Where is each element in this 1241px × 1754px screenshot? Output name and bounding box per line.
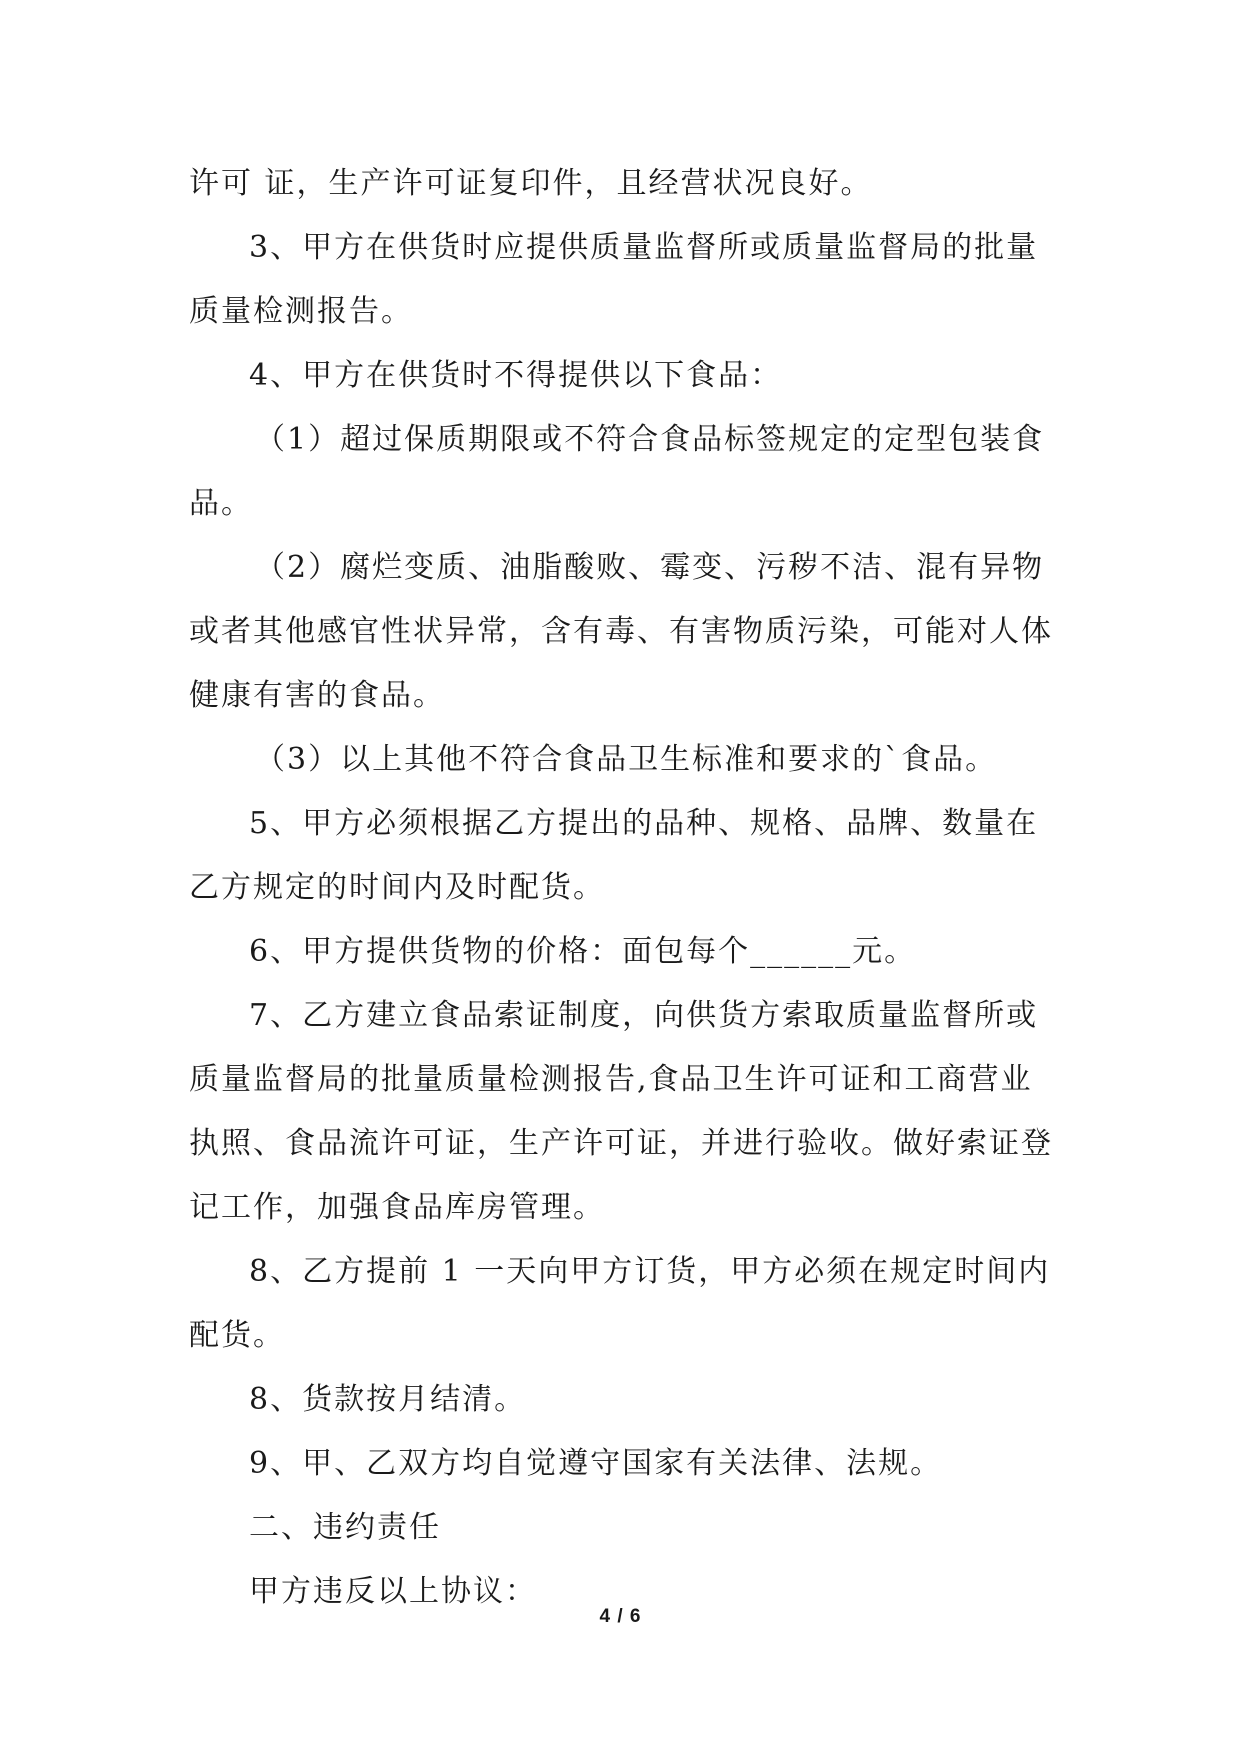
paragraph-breach-intro: 甲方违反以上协议： — [249, 1574, 537, 1609]
paragraph-item-4: 4、甲方在供货时不得提供以下食品： — [249, 358, 783, 393]
paragraph-item-7: 7、乙方建立食品索证制度，向供货方索取质量监督所或质量监督局的批量质量检测报告,食品卫生许可证和工商营业执照、食品流许可证，生产许可证，并进行验收。做好索证登记工作，加强食品库房管理。 — [189, 998, 1053, 1225]
paragraph-license-continued: 许可 证，生产许可证复印件，且经营状况良好。 — [189, 166, 873, 201]
paragraph-item-9: 9、甲、乙双方均自觉遵守国家有关法律、法规。 — [249, 1446, 943, 1481]
paragraph-item-5: 5、甲方必须根据乙方提出的品种、规格、品牌、数量在乙方规定的时间内及时配货。 — [189, 806, 1039, 905]
paragraph-item-3: 3、甲方在供货时应提供质量监督所或质量监督局的批量质量检测报告。 — [189, 230, 1039, 329]
section-heading-breach: 二、违约责任 — [249, 1510, 441, 1545]
page-number: 4 / 6 — [599, 1606, 642, 1627]
paragraph-subitem-2: （2）腐烂变质、油脂酸败、霉变、污秽不洁、混有异物或者其他感官性状异常，含有毒、有害物质污染，可能对人体健康有害的食品。 — [189, 550, 1053, 713]
paragraph-subitem-3: （3）以上其他不符合食品卫生标准和要求的`食品。 — [255, 742, 998, 777]
paragraph-subitem-1: （1）超过保质期限或不符合食品标签规定的定型包装食品。 — [189, 422, 1045, 521]
document-body — [189, 152, 1059, 1624]
paragraph-item-6: 6、甲方提供货物的价格：面包每个______元。 — [249, 934, 917, 969]
paragraph-item-8-order: 8、乙方提前 1 一天向甲方订货，甲方必须在规定时间内配货。 — [189, 1254, 1051, 1353]
paragraph-item-8-payment: 8、货款按月结清。 — [249, 1382, 527, 1417]
